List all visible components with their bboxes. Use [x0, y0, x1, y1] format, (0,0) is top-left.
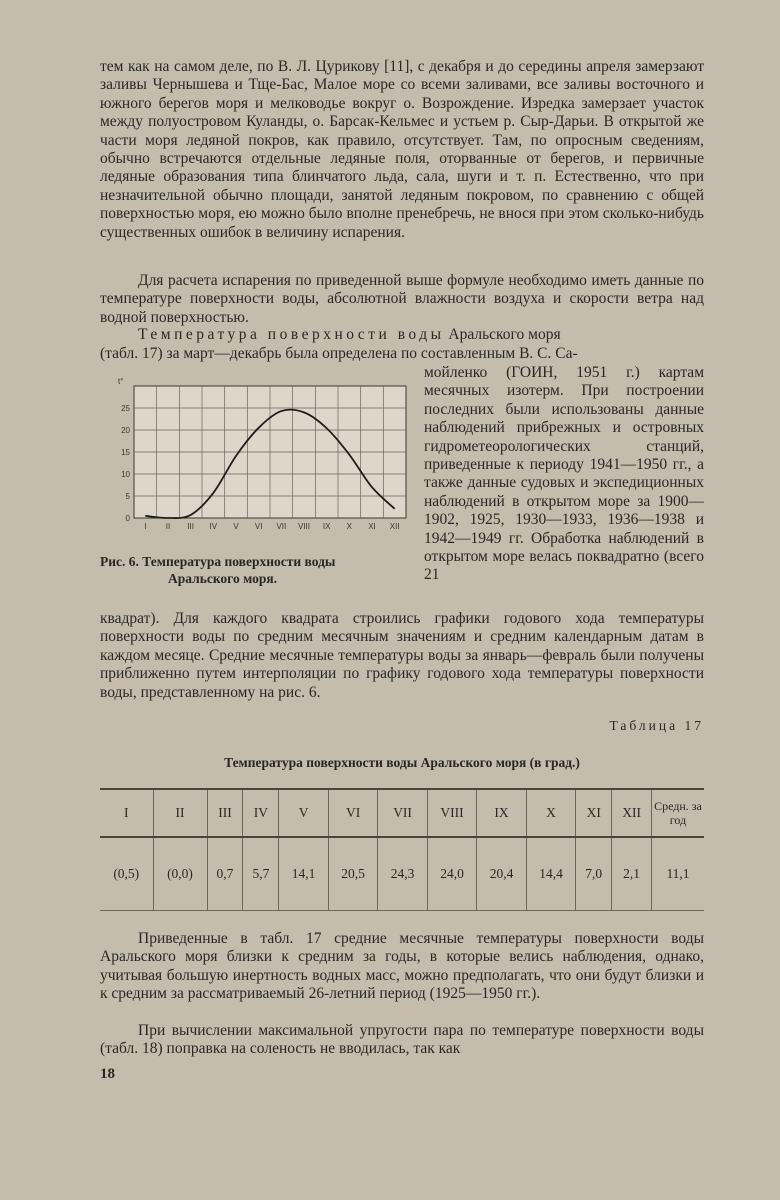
table-header-cell: VI — [328, 789, 377, 837]
chart-x-tick-label: VII — [276, 522, 287, 531]
chart-x-tick-label: V — [233, 522, 239, 531]
table-cell: 2,1 — [612, 837, 652, 911]
chart-x-tick-label: X — [346, 522, 353, 531]
paragraph-monthly-means: Приведенные в табл. 17 средние месячные температуры поверхности воды Аральского моря близки к средним за годы, в которые велись наблюдения, однако, учитывая большую инертность водных масс, можно предполагать, что они будут близки и к средним за рассматриваемый 26-летний период (1925—1950 гг.). — [100, 930, 704, 1003]
chart-x-tick-label: IV — [209, 522, 218, 531]
table-cell: 24,0 — [427, 837, 476, 911]
table-header-cell: IV — [243, 789, 279, 837]
paragraph-temperature-heading — [100, 326, 704, 344]
figure-temperature-chart — [112, 372, 412, 532]
table-header-cell: XI — [576, 789, 612, 837]
chart-y-tick-label: 5 — [125, 492, 130, 501]
table-cell: 0,7 — [207, 837, 243, 911]
chart-x-tick-label: II — [165, 522, 171, 531]
table-label: Таблица 17 — [609, 718, 704, 733]
page-number: 18 — [100, 1066, 115, 1082]
table-cell: 20,5 — [328, 837, 377, 911]
table-cell: 5,7 — [243, 837, 279, 911]
chart-x-tick-label: VIII — [297, 522, 311, 531]
chart-x-tick-label: I — [144, 522, 147, 531]
paragraph-right-column: мойленко (ГОИН, 1951 г.) картам месячных изотерм. При построении последних были использованы данные наблюдений прибрежных и островных гидрометеорологических станций, приведенные к периоду 1941—1950 гг., а также данные судовых и экспедиционных наблюдений в открытом море за 1900—1902, 1925, 1930—1933, 1936—1938 и 1942—1949 гг. Обработка наблюдений в открытом море велась поквадратно (всего 21 — [424, 364, 704, 584]
table-cell-annual: 11,1 — [652, 837, 705, 911]
table-header-cell: I — [100, 789, 153, 837]
table-cell: (0,0) — [153, 837, 207, 911]
table-cell: 20,4 — [477, 837, 526, 911]
table-header-row — [100, 789, 704, 837]
chart-x-tick-label: VI — [254, 522, 263, 531]
table-header-cell-annual: Средн. за год — [652, 789, 705, 837]
paragraph-temperature-line2: (табл. 17) за март—декабрь была определена по составленным В. С. Са- — [100, 345, 578, 362]
table-cell: 14,1 — [279, 837, 328, 911]
table-header-cell: III — [207, 789, 243, 837]
chart-y-tick-label: 10 — [121, 470, 130, 479]
chart-y-tick-label: 25 — [121, 404, 130, 413]
chart-svg — [112, 372, 412, 532]
caption-text: Температура поверхности воды — [142, 554, 336, 569]
table-cell: (0,5) — [100, 837, 153, 911]
table-header-cell: VIII — [427, 789, 476, 837]
paragraph-quadrat-graphs: квадрат). Для каждого квадрата строились графики годового хода температуры поверхности воды по средним месячным значениям и средним календарным датам в каждом месяце. Средние месячные температуры воды за январь—февраль были получены приближенно путем интерполяции по графику годового хода температуры поверхности воды, представленному на рис. 6. — [100, 610, 704, 701]
figure-caption — [100, 553, 410, 587]
paragraph-evaporation-data: Для расчета испарения по приведенной выше формуле необходимо иметь данные по температуре поверхности воды, абсолютной влажности воздуха и скорости ветра над водной поверхностью. — [100, 272, 704, 326]
chart-y-tick-label: 15 — [121, 448, 130, 457]
table-header-cell: II — [153, 789, 207, 837]
table-cell: 14,4 — [526, 837, 575, 911]
chart-y-tick-label: 0 — [125, 514, 130, 523]
spaced-heading-text: Температура поверхности воды — [138, 326, 445, 343]
temperature-table — [100, 788, 704, 911]
chart-y-axis-label: t° — [118, 377, 124, 386]
caption-prefix: Рис. 6. — [100, 554, 139, 569]
table-cell: 7,0 — [576, 837, 612, 911]
table-header-cell: V — [279, 789, 328, 837]
heading-tail-text: Аральского моря — [444, 326, 561, 343]
table-row — [100, 837, 704, 911]
table-header-cell: IX — [477, 789, 526, 837]
table-header-cell: VII — [378, 789, 427, 837]
caption-line2: Аральского моря. — [168, 571, 278, 586]
table-cell: 24,3 — [378, 837, 427, 911]
paragraph-ice-cover: тем как на самом деле, по В. Л. Цурикову [11], с декабря и до середины апреля замерзают заливы Чернышева и Тще-Бас, Малое море со всеми заливами, все заливы восточного и южного берегов моря и мелководье вокруг о. Возрождение. Изредка замерзает участок между полуостровом Куланды, о. Барсак-Кельмес и устьем р. Сыр-Дарьи. В открытой же части моря ледяной покров, как правило, отсутствует. Там, по опросным сведениям, обычно встречаются отдельные ледяные поля, оторванные от берегов, и первичные ледяные образования типа блинчатого льда, сала, шуги и т. п. Естественно, что при незначительной обычно площади, занятой ледяным покровом, по сравнению с общей поверхностью моря, ею можно было вполне пренебречь, не внося при этом сколько-нибудь существенных ошибок в величину испарения. — [100, 58, 704, 241]
table-header-cell: XII — [612, 789, 652, 837]
chart-x-tick-label: III — [187, 522, 195, 531]
table-header-cell: X — [526, 789, 575, 837]
chart-x-tick-label: IX — [322, 522, 331, 531]
table-title: Температура поверхности воды Аральского моря (в град.) — [224, 755, 580, 770]
paragraph-vapor-pressure: При вычислении максимальной упругости пара по температуре поверхности воды (табл. 18) поправка на соленость не вводилась, так как — [100, 1022, 704, 1058]
chart-x-tick-label: XI — [368, 522, 376, 531]
chart-y-tick-label: 20 — [121, 426, 130, 435]
chart-x-tick-label: XII — [389, 522, 400, 531]
